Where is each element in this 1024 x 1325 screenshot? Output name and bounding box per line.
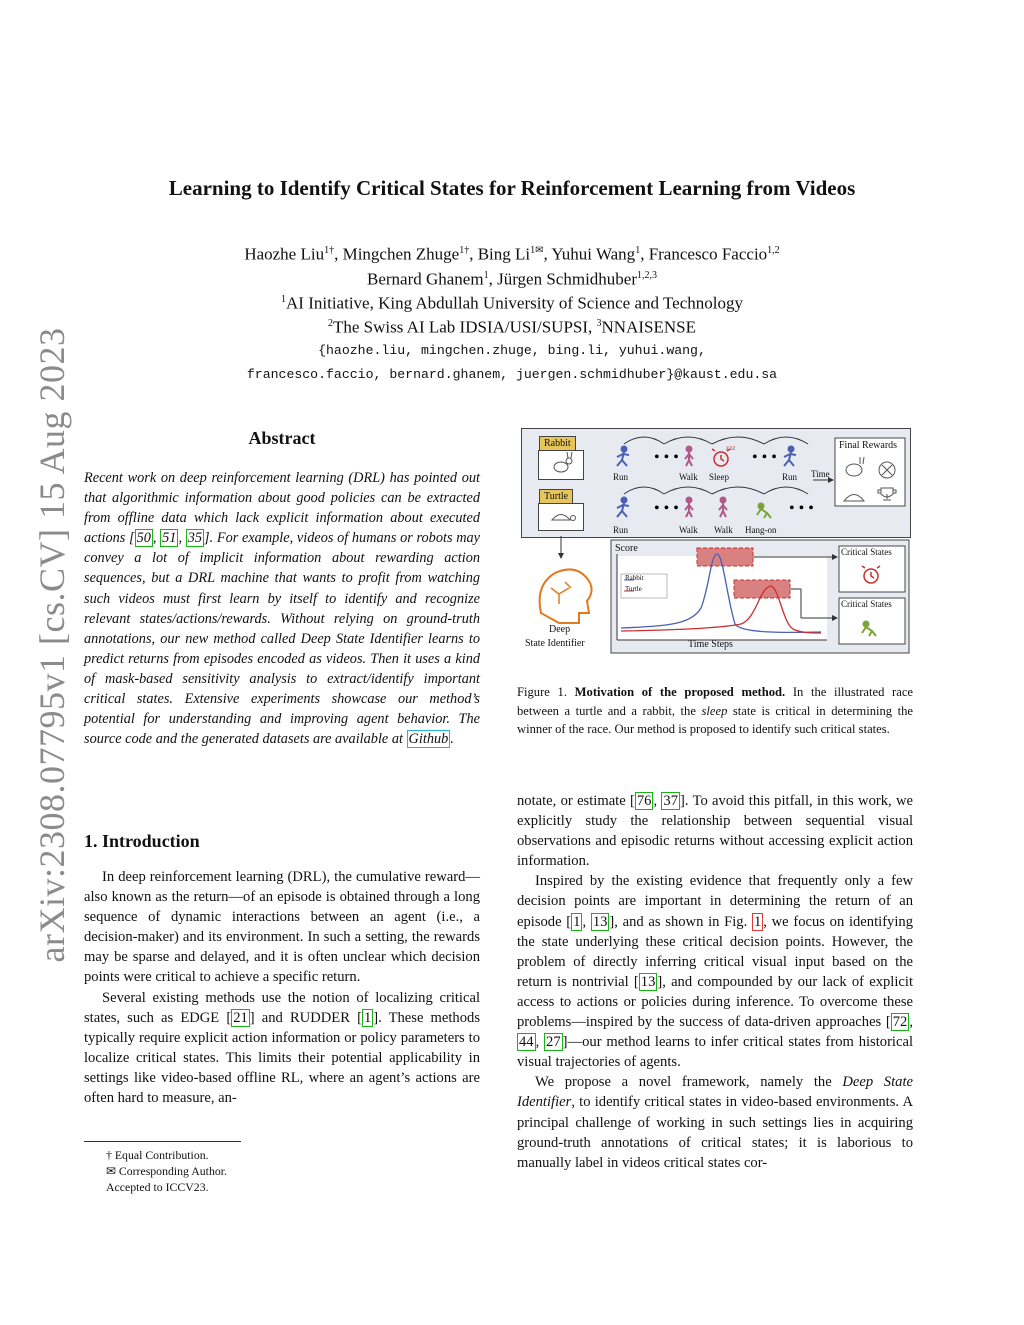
author-list-line-2: Bernard Ghanem$^1$, Jürgen Schmidhuber$^{1,2,3}$	[366, 269, 657, 289]
footnotes	[84, 1147, 227, 1195]
rabbit-run-figure-1	[617, 447, 629, 467]
right-paragraph-3: We propose a novel framework, namely the Deep State Identifier, to identify critical states in video-based environments. A principal challenge of working in such settings lies in acquiring ground-truth annotations of critical states; it is laborious to manually label in videos critical states cor-	[517, 1074, 913, 1171]
turtle-walk-figure-2	[719, 498, 727, 518]
brain-head-icon	[540, 569, 592, 623]
legend-rabbit: Rabbit	[625, 574, 644, 582]
svg-text:• • •: • • •	[752, 449, 777, 466]
figure-1-caption: Figure 1. Motivation of the proposed method. In the illustrated race between a turtle and a rabbit, the sleep state is critical in determining the winner of the race. Our method is proposed to identify such critical states.	[517, 685, 914, 736]
critical-region-1	[697, 548, 753, 566]
identifier-label-2: State Identifier	[525, 638, 585, 649]
hang-on-figure	[757, 504, 771, 519]
rabbit-step-2: Walk	[679, 472, 698, 482]
svg-text:• • •: • • •	[789, 500, 814, 517]
arxiv-stamp	[30, 327, 74, 963]
figure-graphics	[521, 428, 913, 656]
turtle-walk-figure-1	[685, 498, 693, 518]
critical-states-label-1: Critical States	[841, 547, 892, 557]
rabbit-tag: Rabbit	[539, 436, 576, 452]
arxiv-stamp-text: arXiv:2308.07795v1 [cs.CV] 15 Aug 2023	[32, 327, 72, 963]
identifier-label-1: Deep	[549, 624, 571, 635]
time-label: Time	[811, 469, 830, 479]
author-list-line-1: Haozhe Liu$^{1\dagger}$, Mingchen Zhuge$^{1\dagger}$, Bing $Li^{1✉}$, Yuhui Wang$^1$, Francesco Faccio$^{1,2}$	[244, 244, 780, 264]
legend-turtle: Turtle	[625, 585, 642, 593]
affiliation-1: $^1$AI Initiative, King Abdullah University of Science and Technology	[281, 293, 743, 313]
turtle-tag: Turtle	[539, 489, 573, 505]
intro-column	[84, 867, 480, 1108]
abstract-body: Recent work on deep reinforcement learning (DRL) has pointed out that algorithmic information about good policies can be extracted from offline data which lack explicit information about executed actions [ 50 , 51 , 35 ]. For example, videos of humans or robots may convey a lot of implicit information about rewarding action sequences, but a DRL machine that wants to profit from watching such videos must first learn by itself to identify and recognize relevant states/actions/rewards. Without relying on ground-truth annotations, our new method called Deep State Identifier learns to predict returns from episodes encoded as videos. Then it uses a kind of mask-based sensitivity analysis to extract/identify important critical states. Extensive experiments showcase our method’s potential for understanding and improving agent behavior. The source code and the generated datasets are available at Github .	[84, 470, 481, 748]
time-steps-label: Time Steps	[688, 639, 733, 650]
alarm-clock-icon	[712, 444, 735, 466]
turtle-step-4: Hang-on	[745, 525, 777, 535]
turtle-timeline-arcs	[624, 487, 808, 494]
footnote-accepted: Accepted to ICCV23.	[106, 1180, 209, 1194]
rabbit-walk-figure	[685, 447, 693, 467]
right-column	[517, 791, 913, 1173]
turtle-step-3: Walk	[714, 525, 733, 535]
footnote-corresponding: ✉ Corresponding Author.	[106, 1164, 227, 1178]
svg-text:• • •: • • •	[654, 500, 679, 517]
turtle-run-figure	[617, 498, 629, 518]
rabbit-step-3: Sleep	[709, 472, 729, 482]
footnote-equal: † Equal Contribution.	[106, 1148, 209, 1162]
intro-paragraph-1: In deep reinforcement learning (DRL), the cumulative reward—also known as the return—of an episode is obtained through a long sequence of dynamic interactions between an agent (i.e., a decision-maker) and its environment. In such a setting, the rewards may be sparse and delayed, and it is often unclear which decision points were critical to achieve a specific return.	[84, 869, 480, 986]
critical-states-label-2: Critical States	[841, 599, 892, 609]
rabbit-icon	[554, 452, 572, 472]
turtle-icon	[552, 515, 576, 521]
emails-line-2: francesco.faccio, bernard.ghanem, juergen.schmidhuber}@kaust.edu.sa	[246, 367, 778, 382]
rabbit-timeline-arcs	[624, 437, 808, 444]
turtle-step-1: Run	[613, 525, 629, 535]
svg-text:zzz: zzz	[726, 444, 736, 452]
right-paragraph-1: notate, or estimate [ 76 , 37 ]. To avoid this pitfall, in this work, we explicitly study the relationship between sequential visual observations and episodic returns without accessing explicit action information.	[517, 793, 913, 870]
rabbit-step-4: Run	[782, 472, 798, 482]
rabbit-step-1: Run	[613, 472, 629, 482]
intro-paragraph-2: Several existing methods use the notion of localizing critical states, such as EDGE [ 21 ] and RUDDER [ 1 ]. These methods typically require explicit action information or policy parameters to localize critical states. This limits their potential applicability in settings like video-based offline RL, where an agent’s actions are often hard to measure, an-	[84, 989, 481, 1107]
footnote-rule	[84, 1141, 241, 1142]
turtle-step-2: Walk	[679, 525, 698, 535]
paper-title: Learning to Identify Critical States for Reinforcement Learning from Videos	[168, 176, 856, 200]
final-rewards-label: Final Rewards	[839, 440, 898, 451]
affiliation-2: $^2$The Swiss AI Lab IDSIA/USI/SUPSI, $^3$NNAISENSE	[328, 317, 696, 337]
emails-line-1: {haozhe.liu, mingchen.zhuge, bing.li, yuhui.wang,	[318, 343, 706, 358]
right-paragraph-2: Inspired by the existing evidence that frequently only a few decision points are important in determining the return of an episode [ 1 , 13 ], and as shown in Fig. 1 , we focus on identifying the state underlying these critical decision points. However, the problem of directly inferring critical visual input based on the return is nontrivial [ 13 ], and compounded by our lack of explicit access to actions or policies during inference. To overcome these problems—inspired by the success of data-driven approaches [ 72 , 44 , 27 ]—our method learns to infer critical states from historical visual trajectories of agents.	[517, 873, 914, 1071]
abstract-heading: Abstract	[248, 428, 316, 448]
score-label: Score	[615, 543, 638, 554]
figure-1	[521, 428, 913, 656]
svg-text:• • •: • • •	[654, 449, 679, 466]
intro-heading: 1. Introduction	[84, 831, 200, 851]
rabbit-run-figure-2	[784, 447, 796, 467]
